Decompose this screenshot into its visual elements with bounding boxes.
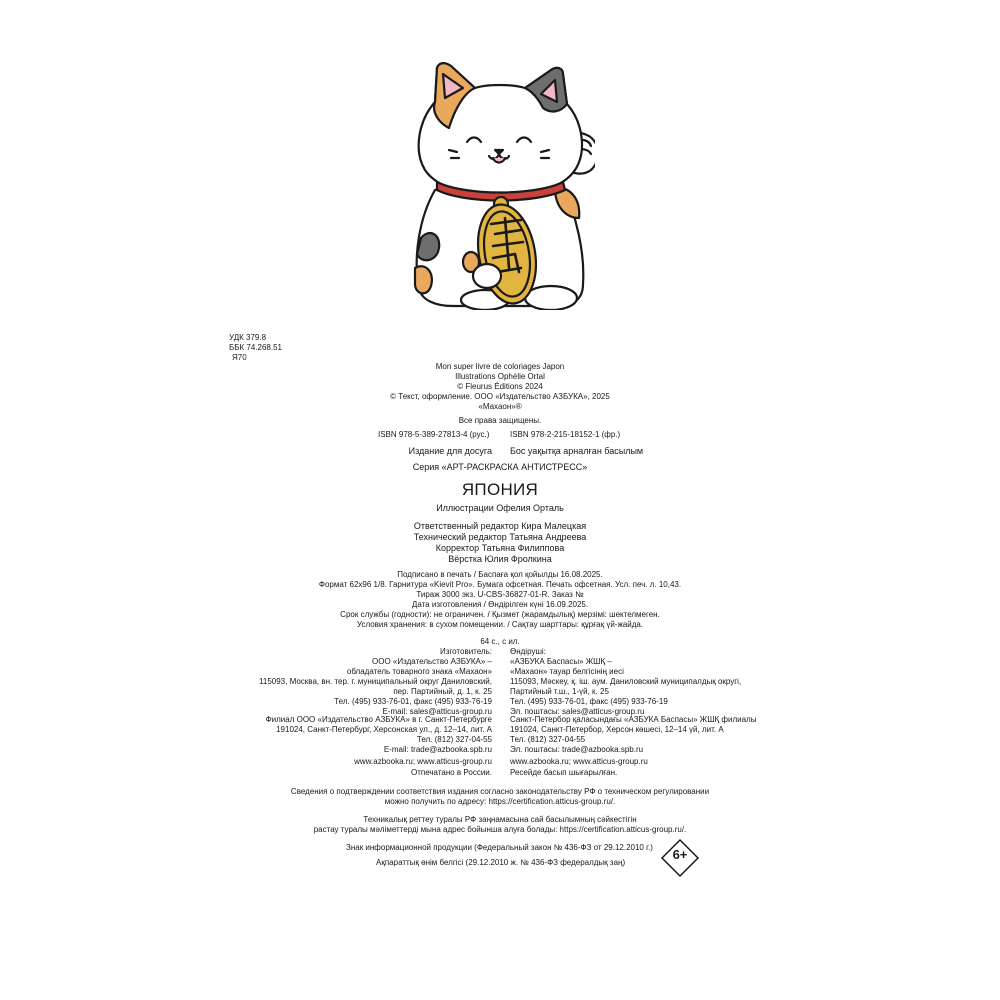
credit-layout: Вёрстка Юлия Фролкина <box>448 554 552 564</box>
isbn-ru: ISBN 978-5-389-27813-4 (рус.) <box>378 430 490 439</box>
print-run: Тираж 3000 экз. U-CBS-36827-01-R. Заказ № <box>416 590 584 599</box>
printed-ru: Отпечатано в России. <box>410 768 492 777</box>
manufacturer-kz-line: Эл. поштасы: sales@atticus-group.ru <box>510 707 645 716</box>
original-illustrations: Illustrations Ophélie Ortal <box>455 372 545 381</box>
manufacturer-kz-line: «АЗБУКА Баспасы» ЖШҚ – <box>510 657 612 666</box>
branch-kz-line: 191024, Санкт-Петербор, Херсон көшесі, 12–14 үй, лит. А <box>510 725 724 734</box>
book-title: ЯПОНИЯ <box>461 480 539 499</box>
print-info-block <box>260 570 740 647</box>
fleurus-copyright: © Fleurus Éditions 2024 <box>457 382 543 391</box>
branch-kz-line: Санкт-Петербор қаласындағы «АЗБУКА Баспасы» ЖШҚ филиалы <box>510 715 757 724</box>
print-format: Формат 62х96 1/8. Гарнитура «Kievit Pro». Бумага офсетная. Печать офсетная. Усл. печ. л. 10,43. <box>318 580 682 589</box>
page-count: 64 с., с ил. <box>480 637 520 646</box>
manufacturer-ru-line: Изготовитель: <box>440 647 492 656</box>
manufacturer-ru-line: Тел. (495) 933-76-01, факс (495) 933-76-19 <box>334 697 492 706</box>
udk-code: УДК 379.8 <box>229 333 267 342</box>
text-copyright-line1: © Текст, оформление. ООО «Издательство АЗБУКА», 2025 <box>390 392 610 401</box>
websites-ru[interactable]: www.azbooka.ru; www.atticus-group.ru <box>354 757 492 766</box>
credit-tech-editor: Технический редактор Татьяна Андреева <box>413 532 587 542</box>
manufacturer-ru-line: E-mail: sales@atticus-group.ru <box>382 707 492 716</box>
print-signed: Подписано в печать / Баспаға қол қойылды 16.08.2025. <box>397 570 603 579</box>
certification-kz-line: растау туралы мәліметтерді мына адрес бойынша алуға болады: https://certification.atticus-group.ru/. <box>313 825 687 834</box>
info-sign-ru: Знак информационной продукции (Федеральный закон № 436-ФЗ от 29.12.2010 г.) <box>346 843 653 852</box>
storage-conditions: Условия хранения: в сухом помещении. / Сақтау шарттары: құрғақ үй-жайда. <box>356 620 644 629</box>
websites-kz[interactable]: www.azbooka.ru; www.atticus-group.ru <box>510 757 648 766</box>
credit-proofreader: Корректор Татьяна Филиппова <box>435 543 565 553</box>
rights-reserved: Все права защищены. <box>458 416 542 425</box>
branch-ru-line: Филиал ООО «Издательство АЗБУКА» в г. Санкт-Петербурге <box>265 715 492 724</box>
manufacturer-ru-line: ООО «Издательство АЗБУКА» – <box>372 657 492 666</box>
original-title: Mon super livre de coloriages Japon <box>435 362 565 371</box>
text-copyright-line2: «Махаон»® <box>478 402 522 411</box>
credit-editor: Ответственный редактор Кира Малецкая <box>413 521 587 531</box>
branch-kz-line: Эл. поштасы: trade@azbooka.spb.ru <box>510 745 644 754</box>
manufacturer-kz <box>510 647 810 717</box>
maneki-neko-cat-illustration <box>405 58 595 310</box>
branch-kz-line: Тел. (812) 327-04-55 <box>510 735 586 744</box>
original-edition-block <box>300 362 700 426</box>
illustrator-credit: Иллюстрации Офелия Орталь <box>436 503 564 513</box>
edition-type-kz: Бос уақытқа арналған басылым <box>510 446 644 456</box>
series-label: Серия «АРТ-РАСКРАСКА АНТИСТРЕСС» <box>412 462 588 472</box>
manufacturer-kz-line: Тел. (495) 933-76-01, факс (495) 933-76-19 <box>510 697 668 706</box>
service-life: Срок службы (годности): не ограничен. / Қызмет (жарамдылық) мерзімі: шектелмеген. <box>340 610 660 619</box>
manufacturer-kz-line: «Махаон» тауар белгісінің иесі <box>510 667 624 676</box>
manufacturer-ru-line: пер. Партийный, д. 1, к. 25 <box>393 687 492 696</box>
branch-ru-line: Тел. (812) 327-04-55 <box>416 735 492 744</box>
branch-ru-line: 191024, Санкт-Петербург, Херсонская ул., д. 12–14, лит. А <box>276 725 492 734</box>
certification-ru <box>200 787 800 807</box>
manufacturer-ru-line: обладатель товарного знака «Махаон» <box>346 667 492 676</box>
manufacture-date: Дата изготовления / Өндірілген күні 16.09.2025. <box>411 600 589 609</box>
classification-block <box>229 333 282 363</box>
isbn-fr: ISBN 978-2-215-18152-1 (фр.) <box>510 430 621 439</box>
bbk-code: ББК 74.268.51 <box>229 343 282 352</box>
author-mark-code: Я70 <box>232 353 247 362</box>
branch-ru-line: E-mail: trade@azbooka.spb.ru <box>383 745 492 754</box>
editorial-credits <box>300 521 700 565</box>
certification-kz <box>200 815 800 835</box>
manufacturer-ru-line: 115093, Москва, вн. тер. г. муниципальный округ Даниловский, <box>259 677 492 686</box>
branch-ru <box>196 715 492 755</box>
manufacturer-kz-line: 115093, Мәскеу, қ. іш. аум. Даниловский муниципалдық округі, <box>510 677 742 686</box>
certification-ru-line: Сведения о подтверждении соответствия издания согласно законодательству РФ о техническом регулировании <box>290 787 710 796</box>
manufacturer-kz-line: Партийный т.ш., 1-үй, к. 25 <box>510 687 609 696</box>
info-sign-kz: Ақпараттық өнім белгісі (29.12.2010 ж. № 436-ФЗ федералдық заң) <box>376 858 626 867</box>
manufacturer-kz-line: Өндіруші: <box>510 647 546 656</box>
manufacturer-ru <box>196 647 492 717</box>
age-rating-label: 6+ <box>672 847 688 862</box>
certification-kz-line: Техникалық реттеу туралы РФ заңнамасына сай басылымның сәйкестігін <box>363 815 637 824</box>
printed-kz: Ресейде басып шығарылған. <box>510 768 618 777</box>
edition-type-ru: Издание для досуга <box>408 446 492 456</box>
certification-ru-line: можно получить по адресу: https://certification.atticus-group.ru/. <box>384 797 616 806</box>
branch-kz <box>510 715 810 755</box>
